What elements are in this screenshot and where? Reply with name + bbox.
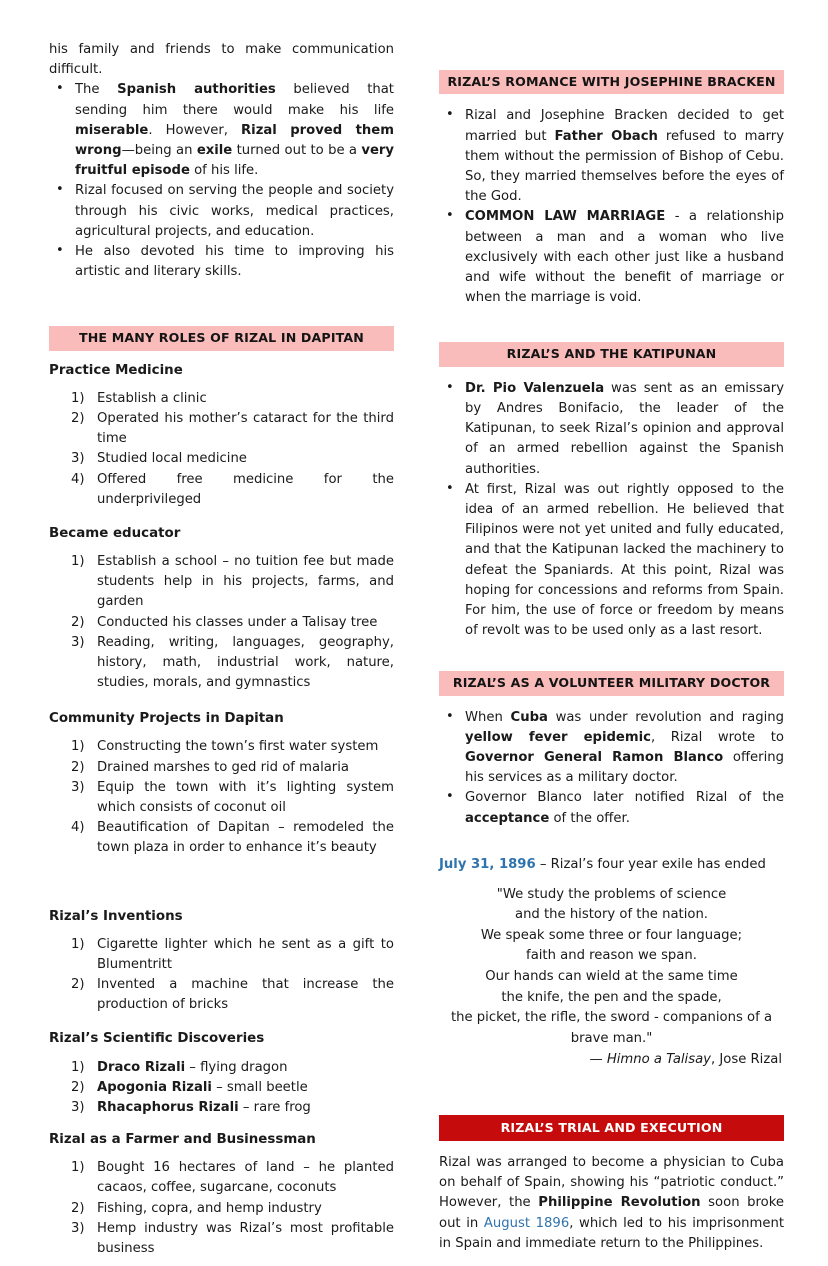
list-item: • Dr. Pio Valenzuela was sent as an emissary by Andres Bonifacio, the leader of the Katipunan, to seek Rizal’s opinion and approval of an armed rebellion against the Spanish authorities. [439,379,784,480]
list-item: • He also devoted his time to improving his artistic and literary skills. [49,242,394,282]
list-item: Studied local medicine [97,451,247,467]
subheading-scientific-discoveries: Rizal’s Scientific Discoveries [49,1031,265,1047]
numbered-list-practice-medicine [49,389,394,510]
poem-line: Our hands can wield at the same time [485,969,738,985]
exile-date-value: July 31, 1896 [439,856,536,872]
poem-line: faith and reason we span. [526,948,697,964]
poem-line: the knife, the pen and the spade, [501,989,722,1005]
list-item: Establish a school – no tuition fee but made students help in his projects, farms, and garden [97,554,394,610]
subheading-practice-medicine: Practice Medicine [49,362,183,378]
katipunan-bullet-list [439,379,784,641]
section-banner-romance: RIZAL’S ROMANCE WITH JOSEPHINE BRACKEN [439,70,784,94]
numbered-list-community-projects [49,737,394,858]
list-item: Fishing, copra, and hemp industry [97,1200,322,1216]
list-item: • Rizal focused on serving the people and society through his civic works, medical practices, agricultural projects, and education. [49,181,394,242]
list-item: Hemp industry was Rizal’s most profitable business [97,1220,394,1256]
left-column [49,40,394,1259]
list-item: • When Cuba was under revolution and raging yellow fever epidemic, Rizal wrote to Governor General Ramon Blanco offering his services as a military doctor. [439,708,784,789]
section-banner-volunteer-doctor: RIZAL’S AS A VOLUNTEER MILITARY DOCTOR [439,671,784,695]
poem-line: and the history of the nation. [514,907,708,923]
list-item: Constructing the town’s first water system [97,739,379,755]
list-item: Operated his mother’s cataract for the third time [97,411,394,447]
numbered-list-farmer-businessman [49,1158,394,1259]
trial-text-bold: Philippine Revolution [538,1195,701,1211]
attribution-dash: — [589,1052,607,1068]
list-item: • At first, Rizal was out rightly opposed to the idea of an armed rebellion. He believed that Filipinos were not yet united and fully educated, and that the Katipunan lacked the machinery to defeat the Spaniards. At this point, Rizal was hoping for concessions and reforms from Spain. For him, the use of force or freedom by means of revolt was to be used only as a last resort. [439,480,784,642]
exile-end-dateline [439,855,784,875]
poem-line: brave man." [570,1030,653,1046]
subheading-rizals-inventions: Rizal’s Inventions [49,908,183,924]
section-banner-katipunan: RIZAL’S AND THE KATIPUNAN [439,342,784,366]
list-item: • COMMON LAW MARRIAGE - a relationship between a man and a woman who live exclusively with each other just like a husband and wife without the benefit of marriage or when the marriage is void. [439,207,784,308]
list-item: Drained marshes to ged rid of malaria [97,759,349,775]
subheading-became-educator: Became educator [49,525,181,541]
poem-attribution [439,1049,784,1070]
attribution-author: , Jose Rizal [710,1052,782,1068]
list-item: Offered free medicine for the underprivileged [97,471,394,507]
romance-bullet-list [439,106,784,308]
list-item: • Governor Blanco later notified Rizal of the acceptance of the offer. [439,788,784,828]
numbered-list-scientific-discoveries [49,1058,394,1119]
list-item: Reading, writing, languages, geography, history, math, industrial work, nature, studies, morals, and gymnastics [97,634,394,691]
himno-a-talisay-poem [439,885,784,1050]
numbered-list-inventions [49,935,394,1016]
list-item: Cigarette lighter which he sent as a gift to Blumentritt [97,936,394,972]
list-item: • Rizal and Josephine Bracken decided to get married but Father Obach refused to marry them without the permission of Bishop of Cebu. So, they married themselves before the eyes of the God. [439,106,784,207]
list-item: Rhacaphorus Rizali – rare frog [97,1099,311,1115]
exile-date-description: – Rizal’s four year exile has ended [535,856,766,872]
list-item: Draco Rizali – flying dragon [97,1059,288,1075]
two-column-layout [49,40,785,1259]
list-item: Invented a machine that increase the production of bricks [97,977,394,1013]
section-banner-many-roles: THE MANY ROLES OF RIZAL IN DAPITAN [49,326,394,350]
right-column [439,40,784,1254]
list-item: Beautification of Dapitan – remodeled the town plaza in order to enhance it’s beauty [97,820,394,856]
poem-line: the picket, the rifle, the sword - companions of a [450,1010,773,1026]
subheading-farmer-businessman: Rizal as a Farmer and Businessman [49,1132,316,1148]
trial-execution-paragraph [439,1153,784,1254]
list-item: Equip the town with it’s lighting system which consists of coconut oil [97,779,394,816]
trial-date-august-1896: August 1896 [483,1215,570,1231]
intro-bullet-list [49,80,394,282]
list-item: Conducted his classes under a Talisay tree [97,614,378,630]
list-item: Bought 16 hectares of land – he planted cacaos, coffee, sugarcane, coconuts [97,1160,394,1196]
subheading-community-projects: Community Projects in Dapitan [49,711,284,727]
trial-text-part1: Rizal was arranged to become a physician to Cuba on behalf of Spain, showing his “patriotic conduct.” However, the [439,1154,784,1211]
attribution-work-title: Himno a Talisay [606,1052,711,1068]
section-banner-trial-execution: RIZAL’S TRIAL AND EXECUTION [439,1115,784,1141]
list-item: Establish a clinic [97,390,207,406]
trial-text-part2: soon broke out in [439,1195,785,1231]
poem-line: "We study the problems of science [496,886,727,902]
trial-text-part3: , which led to his imprisonment in Spain and immediate return to the Philippines. [439,1215,784,1251]
intro-continuation-paragraph: his family and friends to make communication difficult. [49,42,394,78]
numbered-list-became-educator [49,552,394,693]
list-item: Apogonia Rizali – small beetle [97,1079,308,1095]
list-item: • The Spanish authorities believed that sending him there would make his life miserable. However, Rizal proved them wrong—being an exile turned out to be a very fruitful episode of his life. [49,80,394,181]
volunteer-doctor-bullet-list [439,708,784,829]
poem-line: We speak some three or four language; [480,927,743,943]
